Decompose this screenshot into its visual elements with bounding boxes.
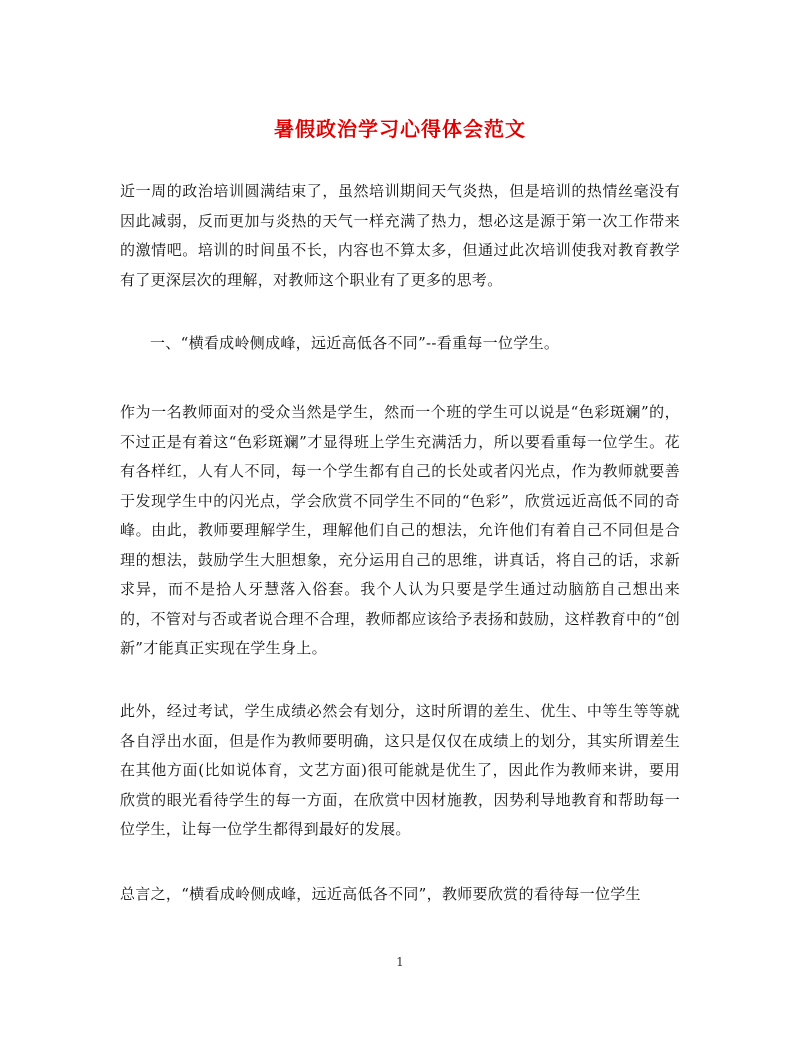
document-title: 暑假政治学习心得体会范文 <box>274 117 526 141</box>
paragraph-grade-division: 此外，经过考试，学生成绩必然会有划分，这时所谓的差生、优生、中等生等等就各自浮出水面，但是作为教师要明确，这只是仅仅在成绩上的划分，其实所谓差生在其他方面(比如说体育，文艺方面)很可能就是优生了，因此作为教师来讲，要用欣赏的眼光看待学生的每一方面，在欣赏中因材施教，因势利导地教育和帮助每一位学生，让每一位学生都得到最好的发展。 <box>120 702 680 838</box>
paragraph-summary: 总言之，“横看成岭侧成峰，远近高低各不同”，教师要欣赏的看待每一位学生 <box>120 885 641 903</box>
section-heading-1: 一、“横看成岭侧成峰，远近高低各不同”--看重每一位学生。 <box>150 334 560 352</box>
page-number: 1 <box>396 955 404 969</box>
paragraph-value-students: 作为一名教师面对的受众当然是学生，然而一个班的学生可以说是“色彩斑斓”的，不过正是有着这“色彩斑斓”才显得班上学生充满活力，所以要看重每一位学生。花有各样红，人有人不同，每一个学生都有自己的长处或者闪光点，作为教师就要善于发现学生中的闪光点，学会欣赏不同学生不同的“色彩”，欣赏远近高低不同的奇峰。由此，教师要理解学生，理解他们自己的想法，允许他们有着自己不同但是合理的想法，鼓励学生大胆想象，充分运用自己的思维，讲真话，将自己的话，求新求异，而不是拾人牙慧落入俗套。我个人认为只要是学生通过动脑筋自己想出来的，不管对与否或者说合理不合理，教师都应该给予表扬和鼓励，这样教育中的“创新”才能真正实现在学生身上。 <box>120 403 680 657</box>
paragraph-intro: 近一周的政治培训圆满结束了，虽然培训期间天气炎热，但是培训的热情丝毫没有因此减弱，反而更加与炎热的天气一样充满了热力，想必这是源于第一次工作带来的激情吧。培训的时间虽不长，内容也不算太多，但通过此次培训使我对教育教学有了更深层次的理解，对教师这个职业有了更多的思考。 <box>120 182 680 289</box>
